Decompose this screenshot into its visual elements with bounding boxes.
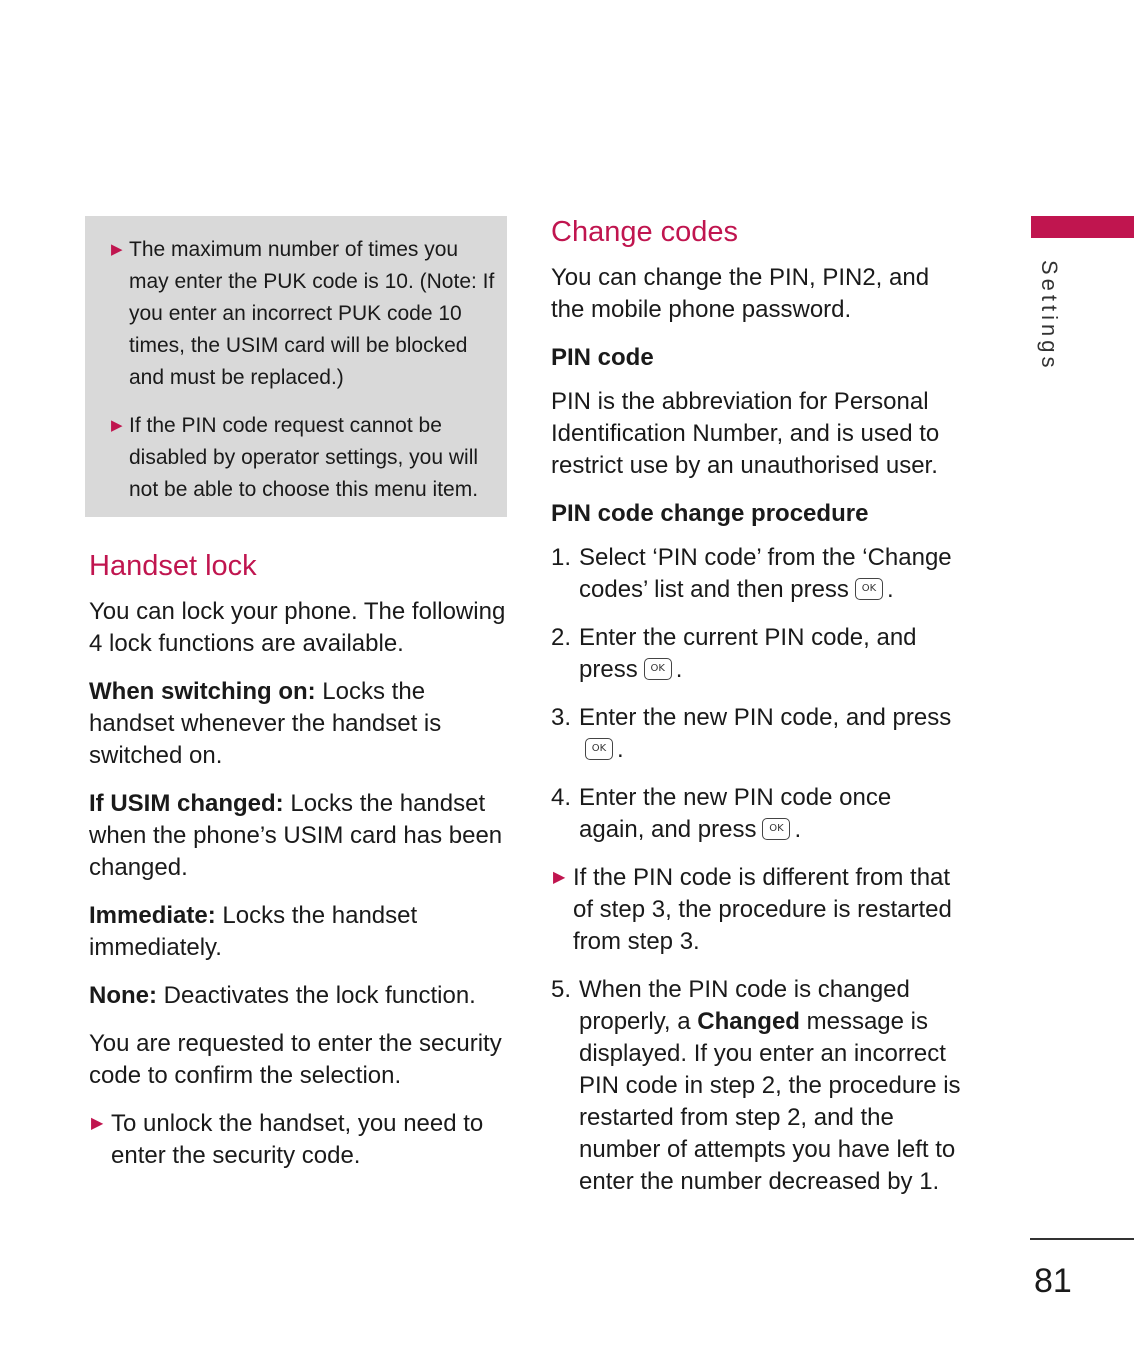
lock-option-desc: Deactivates the lock function.: [157, 982, 476, 1009]
ok-key-icon: OK: [762, 818, 790, 840]
handset-lock-title: Handset lock: [89, 550, 257, 582]
step-number: 2.: [551, 624, 572, 651]
step-number: 4.: [551, 784, 572, 811]
step-tail: .: [675, 656, 683, 683]
unlock-bullet-text: To unlock the handset, you need to enter the security code.: [111, 1110, 484, 1169]
triangle-bullet-icon: ▶: [111, 417, 123, 434]
lock-option: [89, 900, 507, 964]
lock-option: [89, 676, 507, 772]
step-bullet: [551, 862, 961, 958]
step-text: Enter the new PIN code, and press: [579, 704, 952, 731]
ok-key-icon: OK: [644, 658, 672, 680]
lock-option: [89, 788, 507, 884]
changed-message: Changed: [697, 1008, 800, 1035]
step-tail: .: [886, 576, 894, 603]
step-text: message is displayed. If you enter an incorrect PIN code in step 2, the procedure is restarted from step 2, and the number of attempts you have left to enter the number decreased by 1.: [579, 1008, 961, 1195]
pin-code-heading: PIN code: [551, 344, 654, 371]
change-codes-title: Change codes: [551, 216, 739, 248]
page-number: 81: [1034, 1262, 1072, 1300]
ok-key-icon: OK: [585, 738, 613, 760]
triangle-bullet-icon: ▶: [553, 869, 566, 886]
change-codes-intro: You can change the PIN, PIN2, and the mobile phone password.: [551, 264, 930, 323]
handset-lock-intro: You can lock your phone. The following 4 lock functions are available.: [89, 598, 506, 657]
note-box: [85, 216, 507, 517]
lock-option-term: Immediate:: [89, 902, 216, 929]
change-codes-section: [551, 214, 961, 1214]
triangle-bullet-icon: ▶: [111, 241, 123, 258]
procedure-step: [551, 622, 961, 686]
step-tail: .: [794, 816, 802, 843]
lock-option-term: When switching on:: [89, 678, 316, 705]
lock-option-term: None:: [89, 982, 157, 1009]
procedure-step: [551, 542, 961, 606]
step-tail: .: [617, 736, 624, 763]
note-item: [109, 234, 501, 394]
unlock-bullet: [89, 1108, 507, 1172]
note-item: [109, 410, 501, 506]
page-rule: [1030, 1238, 1134, 1240]
step-text: When the PIN code is changed properly, a: [579, 976, 910, 1035]
procedure-step: [551, 974, 961, 1198]
step-text: Enter the current PIN code, and press: [579, 624, 917, 683]
lock-option-desc: Locks the handset whenever the handset is switched on.: [89, 678, 442, 769]
lock-option-desc: Locks the handset when the phone’s USIM card has been changed.: [89, 790, 503, 881]
side-section-label: Settings: [1037, 260, 1062, 372]
triangle-bullet-icon: ▶: [91, 1115, 104, 1132]
side-tab-marker: [1031, 216, 1134, 238]
procedure-step: [551, 782, 961, 846]
step-bullet-text: If the PIN code is different from that of step 3, the procedure is restarted from step 3.: [573, 864, 952, 955]
procedure-heading: PIN code change procedure: [551, 500, 869, 527]
lock-option: [89, 980, 507, 1012]
step-number: 1.: [551, 544, 572, 571]
step-number: 3.: [551, 704, 572, 731]
confirm-text: You are requested to enter the security code to confirm the selection.: [89, 1030, 502, 1089]
step-text: Enter the new PIN code once again, and press: [579, 784, 892, 843]
note-text: If the PIN code request cannot be disabled by operator settings, you will not be able to choose this menu item.: [129, 414, 479, 501]
lock-option-term: If USIM changed:: [89, 790, 284, 817]
pin-code-desc: PIN is the abbreviation for Personal Identification Number, and is used to restrict use by an unauthorised user.: [551, 388, 940, 479]
step-text: Select ‘PIN code’ from the ‘Change codes’ list and then press: [579, 544, 952, 603]
note-text: The maximum number of times you may enter the PUK code is 10. (Note: If you enter an incorrect PUK code 10 times, the USIM card will be blocked and must be replaced.): [129, 238, 495, 389]
procedure-step: [551, 702, 961, 766]
lock-option-desc: Locks the handset immediately.: [89, 902, 418, 961]
handset-lock-section: [89, 548, 507, 1188]
ok-key-icon: OK: [855, 578, 883, 600]
step-number: 5.: [551, 976, 572, 1003]
